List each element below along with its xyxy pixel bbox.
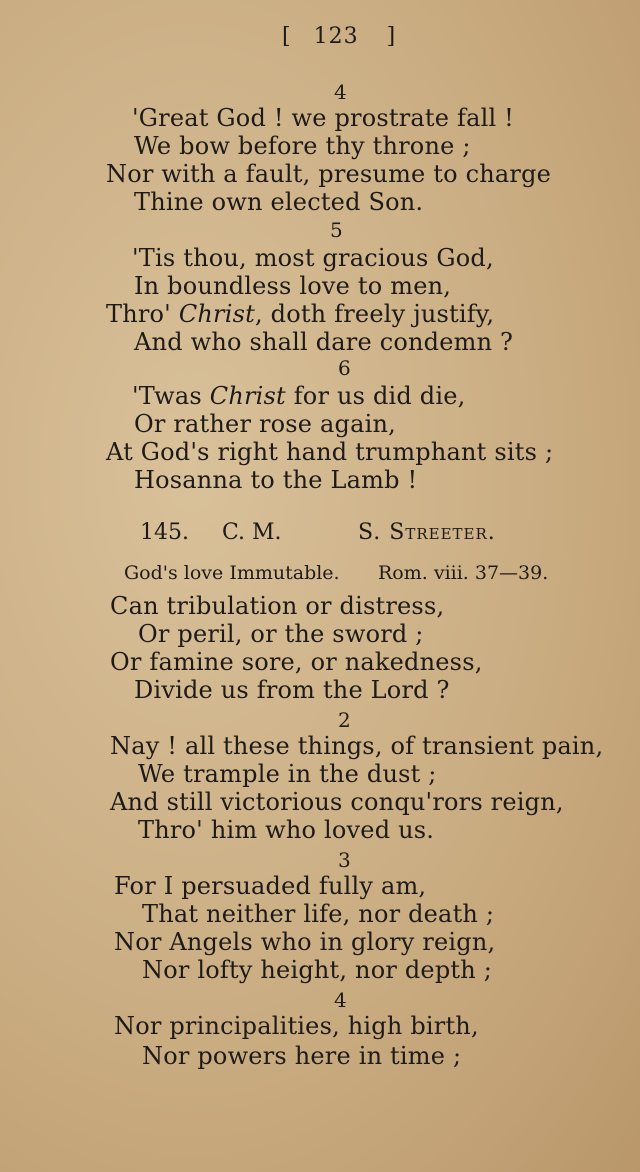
verse-line: Nor lofty height, nor depth ; (142, 956, 493, 984)
hymn-subtitle: God's love Immutable. (124, 562, 340, 584)
verse-line (106, 300, 494, 328)
text-run: Thro' (106, 300, 179, 328)
verse-number: 4 (334, 988, 347, 1012)
verse-line: Nor with a fault, presume to charge (106, 160, 552, 188)
verse-line: Nor Angels who in glory reign, (114, 928, 496, 956)
verse-number: 2 (338, 708, 351, 732)
scripture-reference: Rom. viii. 37—39. (378, 562, 549, 584)
verse-line: We bow before thy throne ; (134, 132, 471, 160)
text-run: 'Twas (132, 382, 210, 410)
text-run: , doth freely justify, (254, 300, 495, 328)
hymn-author: S. Streeter. (358, 520, 496, 545)
verse-number: 5 (330, 218, 343, 242)
page-number: 123 (313, 24, 359, 49)
verse-line: Can tribulation or distress, (110, 592, 445, 620)
page-header (282, 24, 396, 49)
verse-line: That neither life, nor death ; (142, 900, 495, 928)
verse-line (132, 382, 465, 410)
header-left-bracket: [ (282, 24, 292, 49)
text-run: for us did die, (285, 382, 466, 410)
verse-line: At God's right hand trumphant sits ; (106, 438, 554, 466)
verse-line: Nor powers here in time ; (142, 1042, 462, 1070)
verse-line: Thro' him who loved us. (138, 816, 435, 844)
verse-line: And who shall dare condemn ? (134, 328, 514, 356)
verse-number: 6 (338, 356, 351, 380)
verse-line: For I persuaded fully am, (114, 872, 427, 900)
verse-line: In boundless love to men, (134, 272, 452, 300)
verse-line: Divide us from the Lord ? (134, 676, 450, 704)
hymn-meter: C. M. (222, 520, 282, 545)
verse-line: Thine own elected Son. (134, 188, 424, 216)
verse-number: 3 (338, 848, 351, 872)
italic-name: Christ (209, 382, 286, 410)
verse-line: 'Tis thou, most gracious God, (132, 244, 494, 272)
verse-line: And still victorious conqu'rors reign, (110, 788, 564, 816)
verse-line: Or peril, or the sword ; (138, 620, 424, 648)
italic-name: Christ (178, 300, 255, 328)
verse-line: Hosanna to the Lamb ! (134, 466, 418, 494)
verse-number: 4 (334, 80, 347, 104)
hymn-number: 145. (140, 520, 189, 545)
verse-line: We trample in the dust ; (138, 760, 437, 788)
verse-line: Nay ! all these things, of transient pain, (110, 732, 604, 760)
verse-line: 'Great God ! we prostrate fall ! (132, 104, 515, 132)
verse-line: Or rather rose again, (134, 410, 396, 438)
verse-line: Or famine sore, or nakedness, (110, 648, 483, 676)
verse-line: Nor principalities, high birth, (114, 1012, 479, 1040)
header-right-bracket: ] (386, 24, 397, 49)
